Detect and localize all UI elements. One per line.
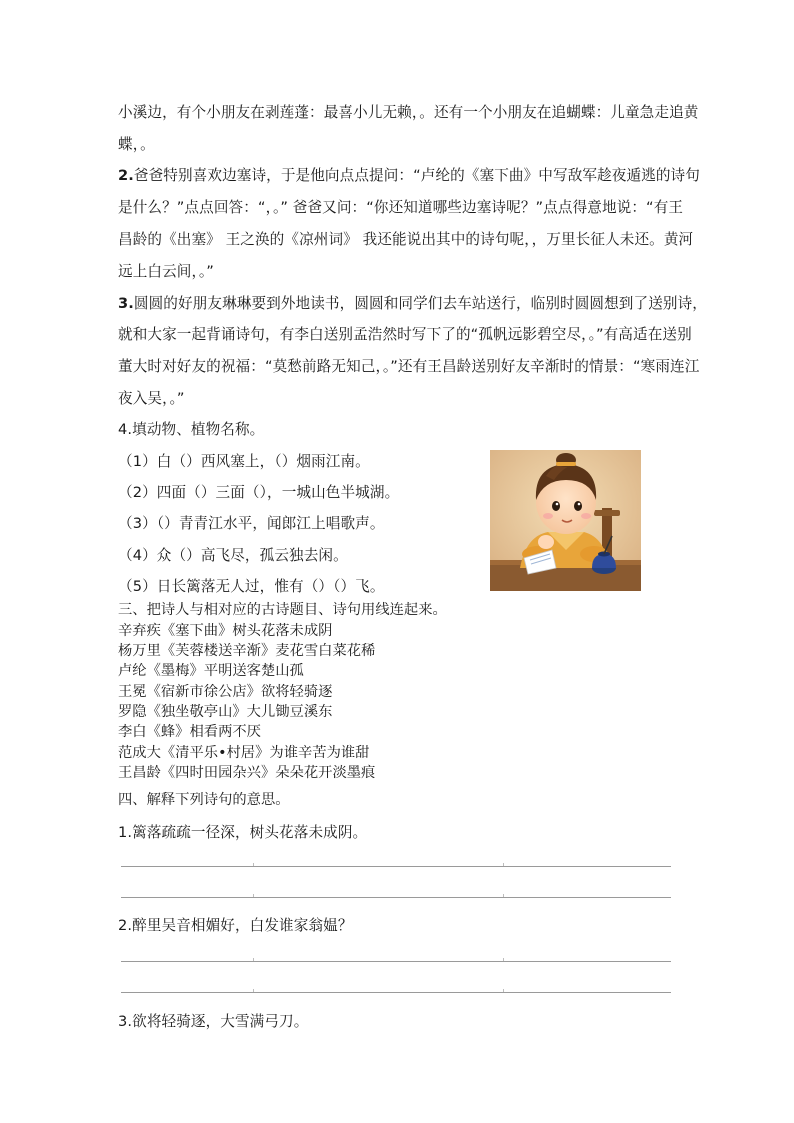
rule-tick bbox=[253, 958, 254, 961]
matching-item: 杨万里《芙蓉楼送辛渐》麦花雪白菜花稀 bbox=[118, 643, 376, 659]
answer-line[interactable] bbox=[121, 992, 671, 993]
section-3-heading: 三、把诗人与相对应的古诗题目、诗句用线连起来。 bbox=[118, 602, 447, 618]
question-3-line: 夜入吴，。” bbox=[118, 390, 185, 407]
explain-question: 2.醉里吴音相媚好，白发谁家翁媪？ bbox=[118, 917, 353, 934]
question-number: 2. bbox=[118, 167, 134, 184]
section-4-heading: 四、解释下列诗句的意思。 bbox=[118, 792, 290, 808]
question-2-line: 远上白云间，。” bbox=[118, 263, 214, 280]
matching-item: 王昌龄《四时田园杂兴》朵朵花开淡墨痕 bbox=[118, 765, 376, 781]
child-reading-illustration bbox=[490, 450, 641, 591]
answer-line[interactable] bbox=[121, 961, 671, 962]
matching-item: 范成大《清平乐•村居》为谁辛苦为谁甜 bbox=[118, 745, 370, 761]
matching-item: 卢纶《墨梅》平明送客楚山孤 bbox=[118, 663, 304, 679]
explain-question: 1.篱落疏疏一径深，树头花落未成阴。 bbox=[118, 824, 368, 841]
question-2-line: 昌龄的《出塞》 王之涣的《凉州词》 我还能说出其中的诗句呢，，万里长征人未还。黄河 bbox=[118, 231, 694, 248]
matching-item: 罗隐《独坐敬亭山》大儿锄豆溪东 bbox=[118, 704, 333, 720]
question-3-line: 就和大家一起背诵诗句，有李白送别孟浩然时写下了的“孤帆远影碧空尽，。”有高适在送别 bbox=[118, 326, 692, 343]
rule-tick bbox=[503, 958, 504, 961]
question-number: 3. bbox=[118, 295, 134, 312]
question-2-line bbox=[118, 164, 700, 185]
fill-item: （3）（）青青江水平，闻郎江上唱歌声。 bbox=[118, 515, 385, 532]
question-text: 爸爸特别喜欢边塞诗，于是他向点点提问：“卢纶的《塞下曲》中写敌军趁夜遁逃的诗句 bbox=[133, 167, 700, 184]
rule-tick bbox=[503, 863, 504, 866]
rule-tick bbox=[503, 894, 504, 897]
rule-tick bbox=[253, 894, 254, 897]
rule-tick bbox=[503, 989, 504, 992]
paragraph-line: 蝶，。 bbox=[118, 136, 155, 153]
answer-line[interactable] bbox=[121, 897, 671, 898]
fill-item: （1）白（）西风塞上，（）烟雨江南。 bbox=[118, 453, 370, 470]
paragraph-line: 小溪边，有个小朋友在剥莲蓬：最喜小儿无赖，。还有一个小朋友在追蝴蝶：儿童急走追黄 bbox=[118, 104, 699, 121]
fill-item: （4）众（）高飞尽，孤云独去闲。 bbox=[118, 547, 348, 564]
question-2-line: 是什么？”点点回答：“，。” 爸爸又问：“你还知道哪些边塞诗呢？”点点得意地说：“有王 bbox=[118, 199, 684, 216]
fill-item: （2）四面（）三面（），一城山色半城湖。 bbox=[118, 484, 400, 501]
explain-question: 3.欲将轻骑逐，大雪满弓刀。 bbox=[118, 1013, 309, 1030]
matching-item: 王冕《宿新市徐公店》欲将轻骑逐 bbox=[118, 684, 333, 700]
rule-tick bbox=[253, 863, 254, 866]
matching-item: 李白《蜂》相看两不厌 bbox=[118, 724, 261, 740]
question-3-line bbox=[118, 292, 707, 313]
question-3-line: 董大时对好友的祝福：“莫愁前路无知己，。”还有王昌龄送别好友辛渐时的情景：“寒雨连江 bbox=[118, 358, 700, 375]
matching-item: 辛弃疾《塞下曲》树头花落未成阴 bbox=[118, 623, 333, 639]
rule-tick bbox=[253, 989, 254, 992]
answer-line[interactable] bbox=[121, 866, 671, 867]
fill-item: （5）日长篱落无人过，惟有（）（）飞。 bbox=[118, 578, 385, 595]
question-text: 圆圆的好朋友琳琳要到外地读书，圆圆和同学们去车站送行，临别时圆圆想到了送别诗， bbox=[133, 295, 707, 312]
question-4-heading: 4.填动物、植物名称。 bbox=[118, 421, 265, 438]
